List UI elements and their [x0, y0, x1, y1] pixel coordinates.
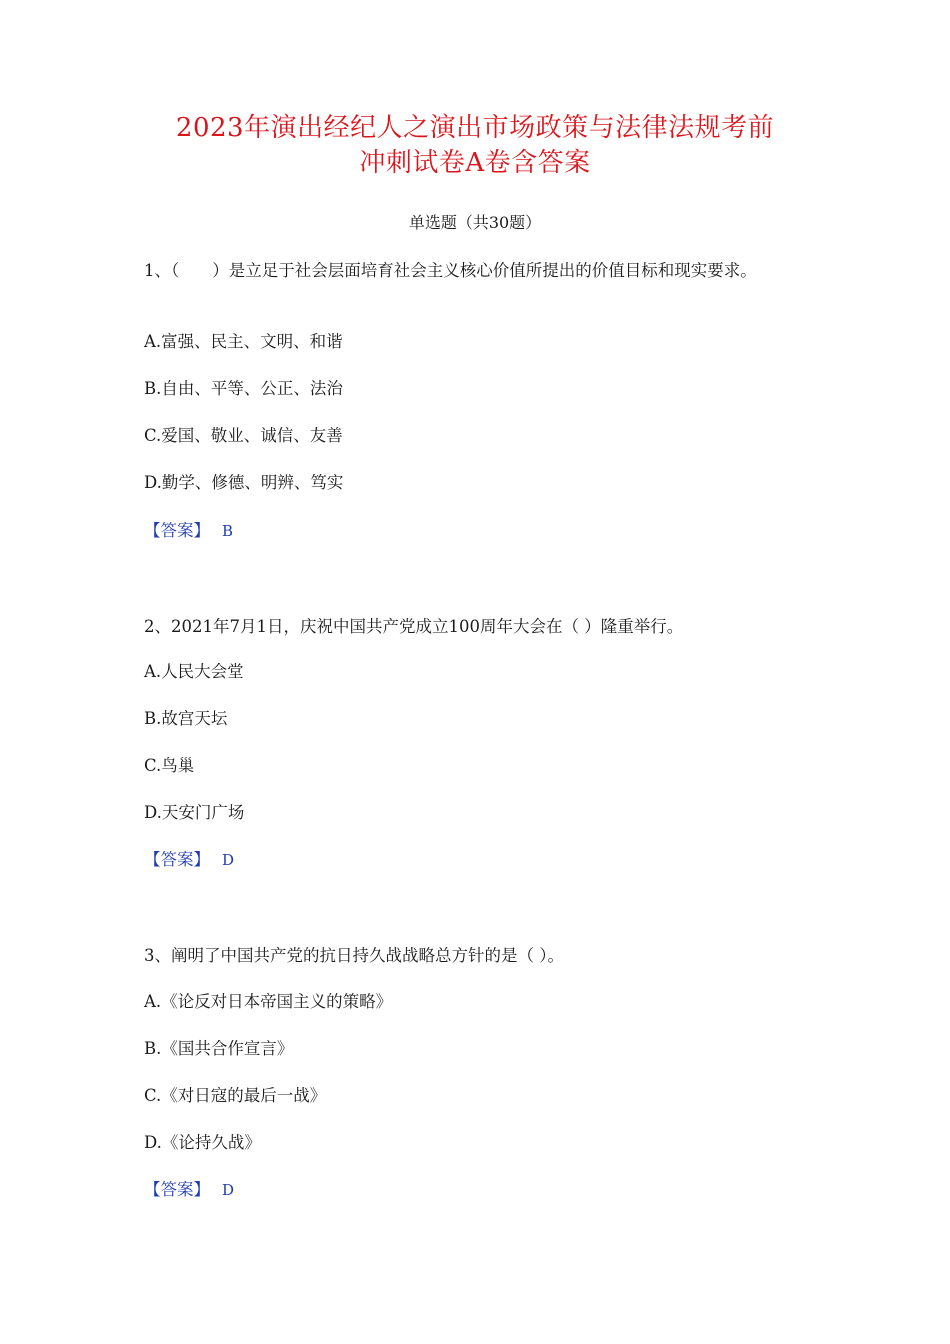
answer-value: D [222, 1181, 235, 1199]
question-1-text: 1、（ ）是立足于社会层面培育社会主义核心价值所提出的价值目标和现实要求。 [144, 261, 757, 280]
answer-label: 【答案】 [144, 1180, 210, 1199]
section-heading: 单选题（共30题） [408, 213, 542, 232]
question-2-option-d: D.天安门广场 [144, 803, 245, 822]
answer-value: B [222, 522, 234, 540]
answer-label: 【答案】 [144, 850, 210, 869]
question-3-option-a: A.《论反对日本帝国主义的策略》 [144, 992, 393, 1011]
question-1-option-d: D.勤学、修德、明辨、笃实 [144, 473, 344, 492]
question-3-option-d: D.《论持久战》 [144, 1133, 261, 1152]
answer-label: 【答案】 [144, 521, 210, 540]
question-1-option-b: B.自由、平等、公正、法治 [144, 379, 343, 398]
question-3-answer [144, 1177, 234, 1203]
document-title-line1: 2023年演出经纪人之演出市场政策与法律法规考前 [175, 113, 775, 143]
answer-value: D [222, 851, 235, 869]
question-2-text: 2、2021年7月1日，庆祝中国共产党成立100周年大会在（ ）隆重举行。 [144, 617, 684, 636]
question-1-option-a: A.富强、民主、文明、和谐 [144, 332, 343, 351]
question-2-answer [144, 847, 234, 873]
question-2-option-c: C.鸟巢 [144, 756, 195, 775]
question-1-answer [144, 518, 233, 544]
question-2-option-a: A.人民大会堂 [144, 662, 244, 681]
question-3-option-b: B.《国共合作宣言》 [144, 1039, 294, 1058]
document-title-line2: 冲刺试卷A卷含答案 [359, 148, 591, 178]
question-3-text: 3、阐明了中国共产党的抗日持久战战略总方针的是（ ）。 [144, 946, 564, 965]
question-3-option-c: C.《对日寇的最后一战》 [144, 1086, 327, 1105]
question-1-option-c: C.爱国、敬业、诚信、友善 [144, 426, 343, 445]
question-2-option-b: B.故宫天坛 [144, 709, 228, 728]
